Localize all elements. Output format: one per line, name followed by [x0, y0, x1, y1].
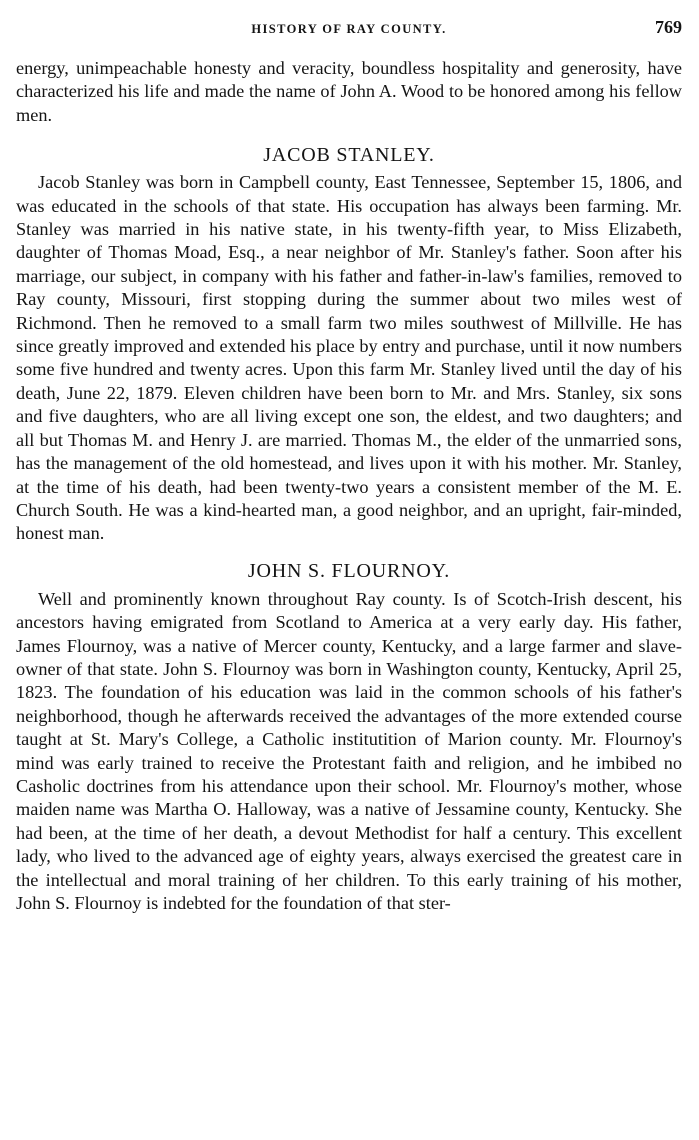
running-title: HISTORY OF RAY COUNTY.	[251, 22, 447, 36]
running-header	[16, 0, 682, 40]
section-heading-john-s-flournoy: JOHN S. FLOURNOY.	[247, 559, 451, 582]
continuation-paragraph: energy, unimpeachable honesty and veracity, boundless hospitality and generosity, have characterized his life and made the name of John A. Wood to be honored among his fellow men.	[16, 58, 682, 125]
section-body-john-s-flournoy: Well and prominently known throughout Ray county. Is of Scotch-Irish descent, his ancestors having emigrated from Scotland to America at a very early day. His father, James Flournoy, was a native of Mercer county, Kentucky, and a large farmer and slave-owner of that state. John S. Flournoy was born in Washington county, Kentucky, April 25, 1823. The foundation of his education was laid in the common schools of his father's neighborhood, though he afterwards received the advantages of the more extended course taught at St. Mary's College, a Catholic institutition of Marion county. Mr. Flournoy's mind was early trained to receive the Protestant faith and religion, and he imbibed no Casholic doctrines from his attendance upon their school. Mr. Flournoy's mother, whose maiden name was Martha O. Halloway, was a native of Jessamine county, Kentucky. She had been, at the time of her death, a devout Methodist for half a century. This excellent lady, who lived to the advanced age of eighty years, always exercised the greatest care in the intellectual and moral training of her children. To this early training of his mother, John S. Flournoy is indebted for the foundation of that ster-	[16, 588, 682, 913]
page-number: 769	[655, 17, 682, 37]
section-heading-jacob-stanley: JACOB STANLEY.	[263, 144, 435, 167]
section-body-jacob-stanley: Jacob Stanley was born in Campbell county, East Tennessee, September 15, 1806, and was educated in the schools of that state. His occupation has always been farming. Mr. Stanley was married in his native state, in his twenty-fifth year, to Miss Elizabeth, daughter of Thomas Moad, Esq., a near neighbor of Mr. Stanley's father. Soon after his marriage, our subject, in company with his father and father-in-law's families, removed to Ray county, Missouri, first stopping during the summer about two miles west of Richmond. Then he removed to a small farm two miles southwest of Millville. He has since greatly improved and extended his place by entry and purchase, until it now numbers some five hundred and twenty acres. Upon this farm Mr. Stanley lived until the day of his death, June 22, 1879. Eleven children have been born to Mr. and Mrs. Stanley, six sons and five daughters, who are all living except one son, the eldest, and two daughters; and all but Thomas M. and Henry J. are married. Thomas M., the elder of the unmarried sons, has the management of the old homestead, and lives upon it with his mother. Mr. Stanley, at the time of his death, had been twenty-two years a consistent member of the M. E. Church South. He was a kind-hearted man, a good neighbor, and an upright, fair-minded, honest man.	[16, 172, 682, 544]
book-page	[16, 0, 682, 1140]
